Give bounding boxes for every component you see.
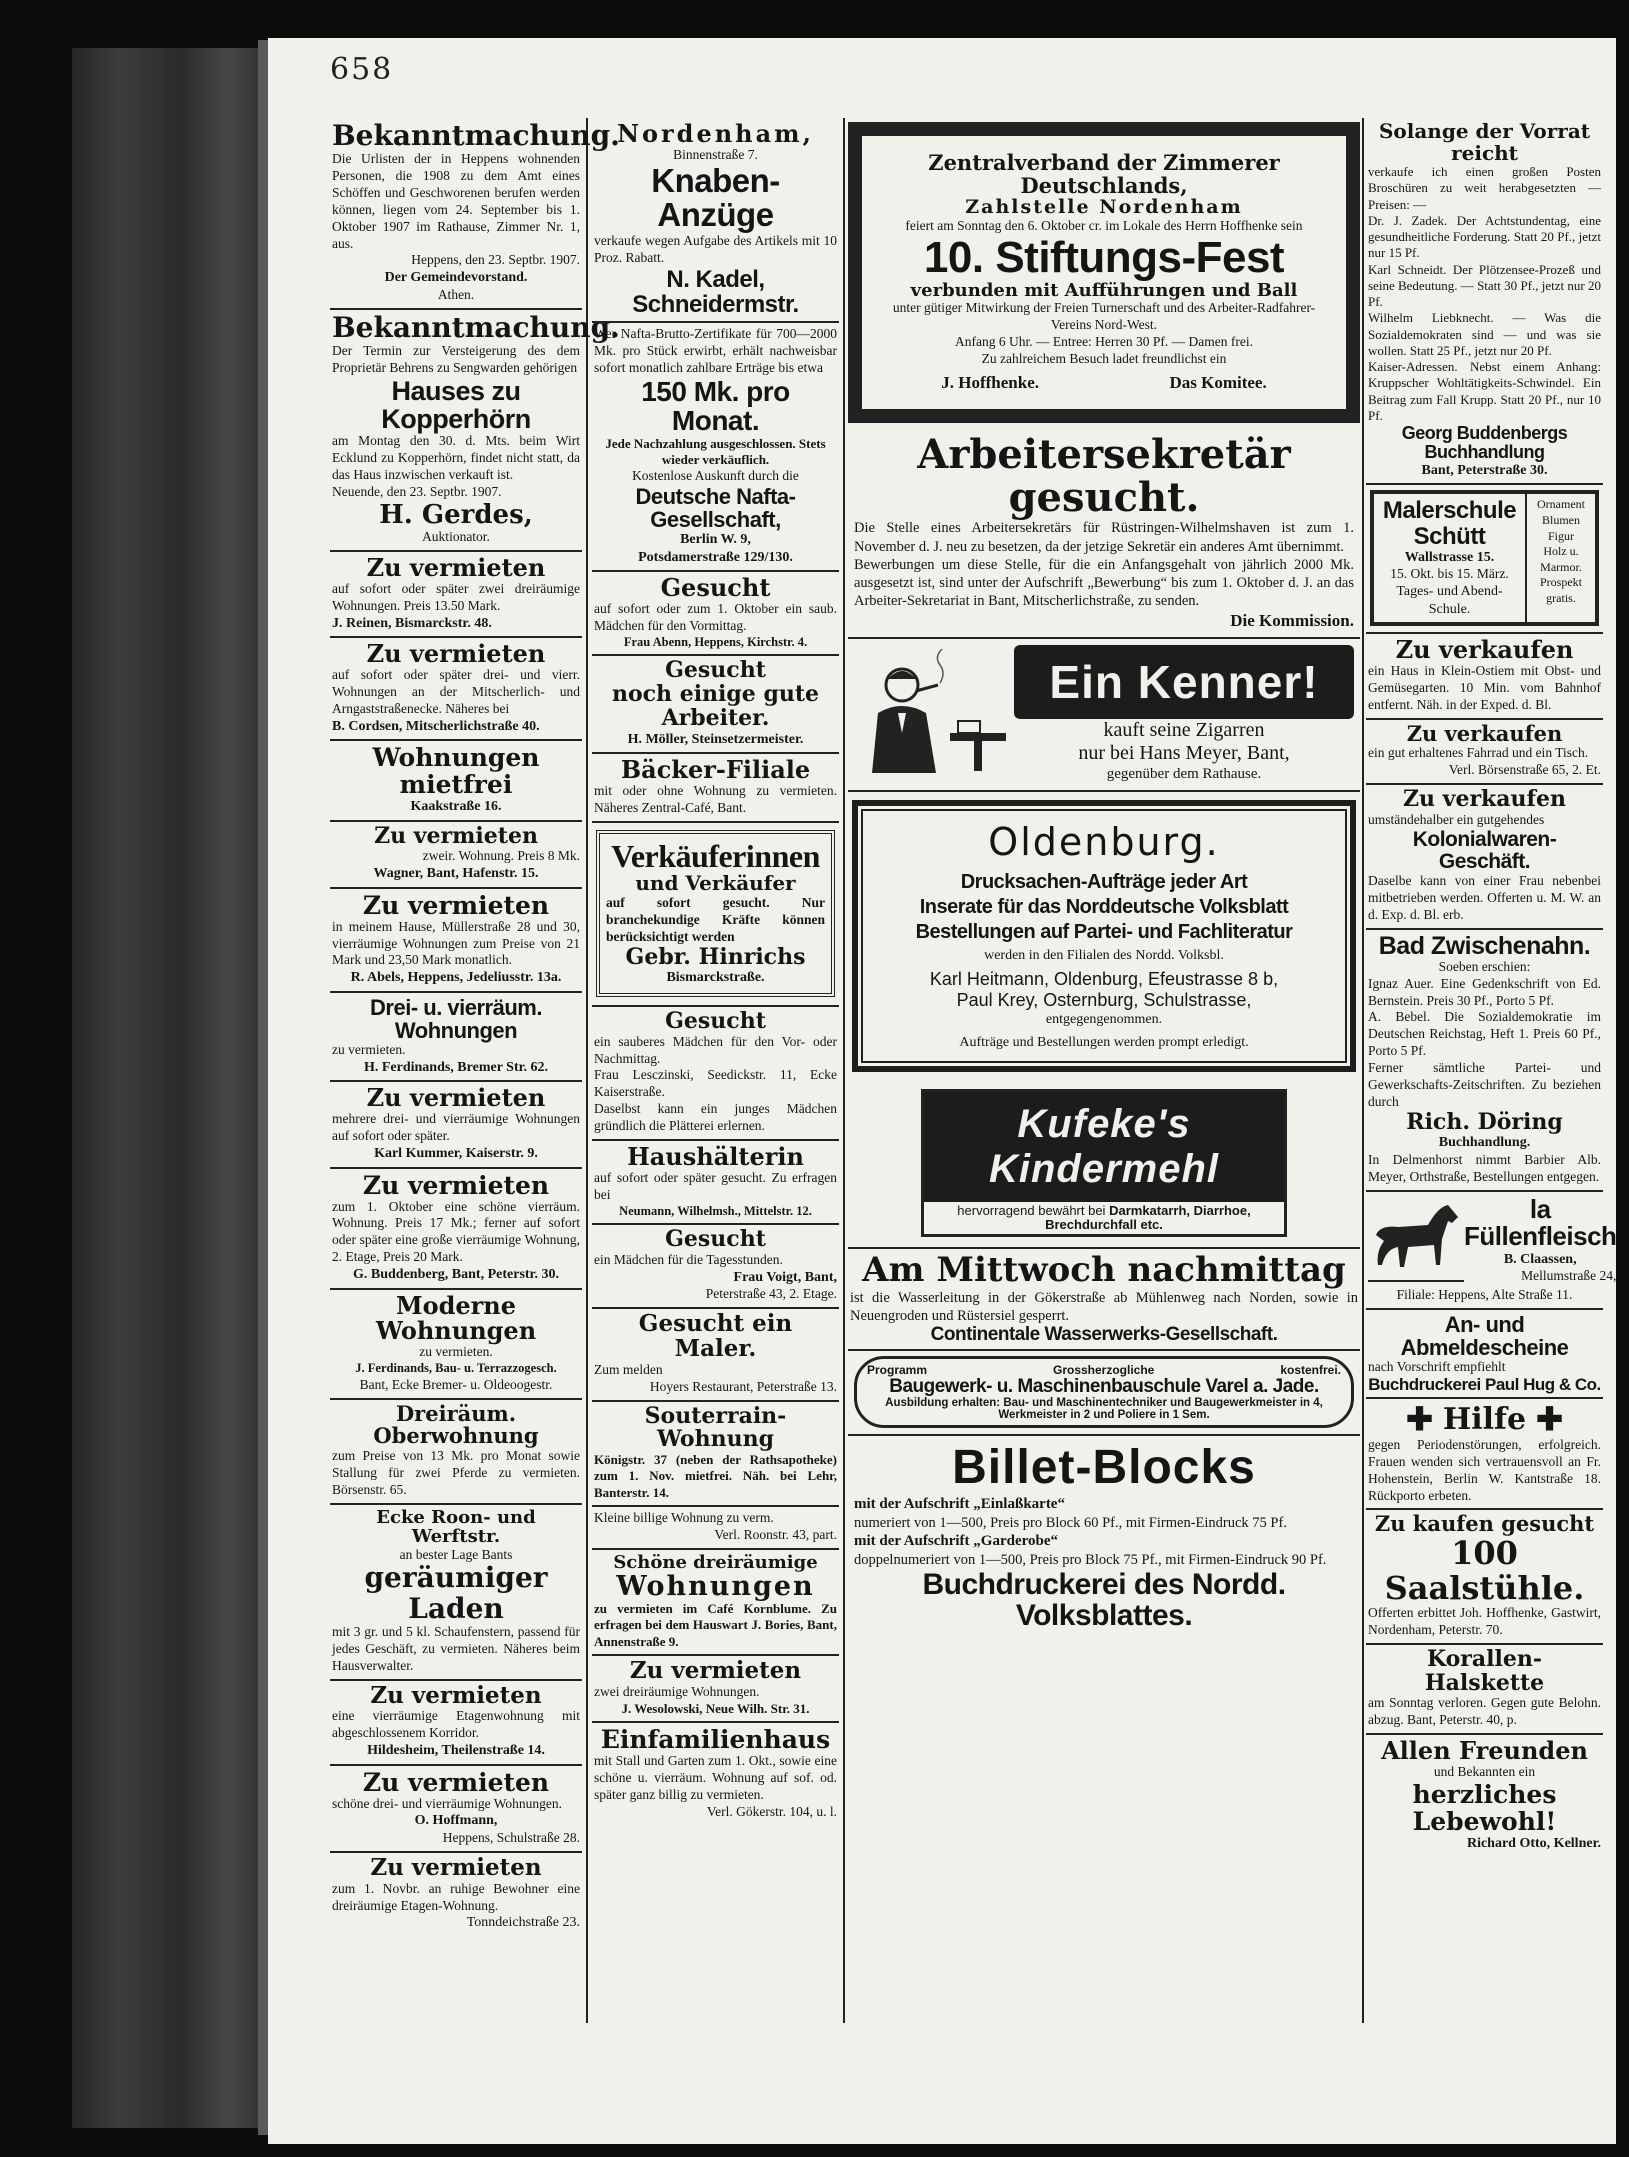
column-rule [1362, 118, 1364, 2023]
ad-einfamilienhaus: Einfamilienhaus mit Stall und Garten zum 1. Okt., sowie eine schöne u. vierräum. Wohnung auf sof. od. später ganz billig zu vermieten. Verl. Gökerstr. 104, u. l. [594, 1724, 837, 1819]
ad-arbeitersekretaer: Arbeitersekretär gesucht. Die Stelle eines Arbeitersekretärs für Rüstringen-Wilhelmshaven ist zum 1. November d. J. neu zu besetzen, da der jetzige Sekretär ein anderes Amt übernimmt. Bewerbungen um diese Stelle, für die ein Anfangsgehalt von jährlich 2000 Mk. ausgesetzt ist, sind unter der Aufschrift „Bewerbung“ bis zum 1. Oktober d. J. an das Arbeiter-Sekretariat in Bant, Mitscherlichstraße, zu senden. Die Kommission. [848, 427, 1360, 639]
ad-zu-vermieten: Zu vermieten in meinem Hause, Müllerstraße 28 und 30, vierräumige Wohnungen zum Preise von 21 Mark und 23,50 Mark monatlich. R. Abels, Heppens, Jedeliusstr. 13a. [330, 889, 582, 993]
ad-baecker-filiale: Bäcker-Filiale mit oder ohne Wohnung zu vermieten. Näheres Zentral-Café, Bant. [592, 754, 839, 823]
column-rule [586, 118, 588, 2023]
ad-drei-vierraeum: Drei- u. vierräum. Wohnungen zu vermieten. H. Ferdinands, Bremer Str. 62. [330, 993, 582, 1083]
ad-zu-vermieten: Zu vermieten zweir. Wohnung. Preis 8 Mk. Wagner, Bant, Hafenstr. 15. [330, 822, 582, 889]
ad-verkaeuferinnen: Verkäuferinnen und Verkäufer auf sofort gesucht. Nur branchekundige Kräfte können berücksichtigt werden Gebr. Hinrichs Bismarckstraße. [592, 823, 839, 1007]
ad-wohnungen-mietfrei: Wohnungen mietfrei Kaakstraße 16. [330, 741, 582, 822]
ad-kufeke: Kufeke's Kindermehl hervorragend bewährt bei Darmkatarrh, Diarrhoe, Brechdurchfall etc. [848, 1080, 1360, 1250]
ad-zu-verkaufen: Zu verkaufen ein gut erhaltenes Fahrrad und ein Tisch. Verl. Börsenstraße 65, 2. Et. [1366, 720, 1603, 785]
ad-nafta: Wer Nafta-Brutto-Zertifikate für 700—2000 Mk. pro Stück erwirbt, erhält nachweisbar sofort monatlich zahlbare Erträge bis etwa 150 Mk. pro Monat. Jede Nachzahlung ausgeschlossen. Stets wieder verkäuflich. Kostenlose Auskunft durch die Deutsche Nafta-Gesellschaft, Berlin W. 9, Potsdamerstraße 129/130. [592, 323, 839, 572]
ad-varel: Programm Grossherzogliche kostenfrei. Baugewerk- u. Maschinenbauschule Varel a. Jade. Ausbildung erhalten: Bau- und Maschinentechniker und Baugewerkmeister in 4, Werkmeister in 2 und Poliere in 1 Sem. [848, 1351, 1360, 1436]
ad-zu-vermieten: Zu vermieten zwei dreiräumige Wohnungen. J. Wesolowski, Neue Wilh. Str. 31. [592, 1656, 839, 1723]
ad-zu-verkaufen: Zu verkaufen ein Haus in Klein-Ostiem mit Obst- und Gemüsegarten. 10 Min. vom Bahnhof entfernt. Näh. in der Exped. d. Bl. [1366, 634, 1603, 720]
column-1 [330, 118, 620, 1936]
ad-gesucht: Gesucht ein sauberes Mädchen für den Vor- oder Nachmittag. Frau Lesczinski, Seedickstr. 11, Ecke Kaiserstraße. Daselbst kann ein junges Mädchen gründlich die Plätterei erlernen. [592, 1007, 839, 1141]
ad-broschueren: Solange der Vorrat reicht verkaufe ich einen großen Posten Broschüren zu weit herabgesetzten — Preisen: — Dr. J. Zadek. Der Achtstundentag, eine gesundheitliche Forderung. Statt 20 Pf., jetzt nur 15 Pf. Karl Schneidt. Der Plötzensee-Prozeß und seine Bedeutung. — Statt 30 Pf., jetzt nur 20 Pf. Wilhelm Liebknecht. — Was die Sozialdemokraten sind — und was sie wollen. Statt 25 Pf., jetzt nur 20 Pf. Kaiser-Adressen. Nebst einem Anhang: Kruppscher Wohltätigkeits-Schwindel. Ein Beitrag zum Fall Krupp. Statt 20 Pf., nur 10 Pf. Georg Buddenbergs Buchhandlung Bant, Peterstraße 30. [1366, 118, 1603, 485]
column-2 [592, 118, 839, 1824]
ad-oberwohnung: Dreiräum. Oberwohnung zum Preise von 13 Mk. pro Monat sowie Stallung für zwei Pferde zu vermieten. Börsenstr. 65. [330, 1400, 582, 1505]
ad-souterrain: Souterrain-Wohnung Königstr. 37 (neben der Rathsapotheke) zum 1. Nov. mietfrei. Näh. bei Lehr, Banterstr. 14. [592, 1402, 839, 1507]
horse-icon [1368, 1195, 1464, 1287]
ad-haushaelterin: Haushälterin auf sofort oder später gesucht. Zu erfragen bei Neumann, Wilhelmsh., Mittelstr. 12. [592, 1141, 839, 1225]
smoking-man-illustration [854, 655, 1014, 775]
ad-moderne-wohnungen: Moderne Wohnungen zu vermieten. J. Ferdinands, Bau- u. Terrazzogesch. Bant, Ecke Bremer- u. Oldeoogestr. [330, 1290, 582, 1400]
ad-halskette: Korallen-Halskette am Sonntag verloren. Gegen gute Belohn. abzug. Bant, Peterstr. 40, p. [1366, 1645, 1603, 1735]
ad-kleine-wohnung: Kleine billige Wohnung zu verm. Verl. Roonstr. 43, part. [592, 1507, 839, 1550]
ad-zu-vermieten: Zu vermieten schöne drei- und vierräumige Wohnungen. O. Hoffmann, Heppens, Schulstraße 28. [330, 1766, 582, 1853]
ad-laden: Ecke Roon- und Werftstr. an bester Lage Bants geräumiger Laden mit 3 gr. und 5 kl. Schaufenstern, passend für jedes Geschäft, zu vermieten. Näheres beim Hausverwalter. [330, 1505, 582, 1681]
ad-urlisten: Bekanntmachung. Die Urlisten der in Heppens wohnenden Personen, die 1908 zu dem Amt eines Schöffen und Geschworenen berufen werden können, liegen vom 24. September bis 1. Oktober 1907 im Rathause, Zimmer Nr. 1, aus. Heppens, den 23. Septbr. 1907. Der Gemeindevorstand. Athen. [330, 118, 582, 310]
ad-zu-vermieten: Zu vermieten auf sofort oder später drei- und vierr. Wohnungen an der Mitscherlich- und Arngaststraßenecke. Näheres bei B. Cordsen, Mitscherlichstraße 40. [330, 638, 582, 741]
cross-icon: ✚ [1406, 1400, 1433, 1439]
ad-zu-vermieten: Zu vermieten mehrere drei- und vierräumige Wohnungen auf sofort oder später. Karl Kummer, Kaiserstr. 9. [330, 1082, 582, 1168]
ad-maler: Gesucht ein Maler. Zum melden Hoyers Restaurant, Peterstraße 13. [592, 1309, 839, 1401]
ad-dreiraeumige-wohnungen: Schöne dreiräumige Wohnungen zu vermieten im Café Kornblume. Zu erfragen bei dem Hauswart J. Bories, Bant, Annenstraße 9. [592, 1550, 839, 1656]
ad-zu-vermieten: Zu vermieten zum 1. Oktober eine schöne vierräum. Wohnung. Preis 17 Mk.; ferner auf sofort oder später eine große vierräumige Wohnung, 2. Etage, Preis 20 Mark. G. Buddenberg, Bant, Peterstr. 30. [330, 1169, 582, 1290]
page-number: 658 [330, 52, 394, 87]
ad-saalstuehle: Zu kaufen gesucht 100 Saalstühle. Offerten erbittet Joh. Hoffhenke, Gastwirt, Nordenham, Peterstr. 70. [1366, 1510, 1603, 1645]
ad-meldescheine: An- und Abmeldescheine nach Vorschrift empfiehlt Buchdruckerei Paul Hug & Co. [1366, 1310, 1603, 1400]
ad-knaben-anzuege: Nordenham, Binnenstraße 7. Knaben-Anzüge verkaufe wegen Aufgabe des Artikels mit 10 Proz. Rabatt. N. Kadel, Schneidermstr. [592, 118, 839, 323]
ad-billet-blocks: Billet-Blocks mit der Aufschrift „Einlaßkarte“ numeriert von 1—500, Preis pro Block 60 Pf., mit Firmen-Eindruck 75 Pf. mit der Aufschrift „Garderobe“ doppelnumeriert von 1—500, Preis pro Block 75 Pf., mit Firmen-Eindruck 90 Pf. Buchdruckerei des Nordd. Volksblattes. [854, 1441, 1327, 1633]
ad-hilfe: ✚ Hilfe ✚ gegen Periodenstörungen, erfolgreich. Frauen wenden sich vertrauensvoll an Fr. Hohenstein, Berlin W. Kantstraße 18. Rückporto erbeten. [1366, 1399, 1603, 1510]
ad-stiftungsfest: Zentralverband der Zimmerer Deutschlands, Zahlstelle Nordenham feiert am Sonntag den 6. Oktober cr. im Lokale des Herrn Hoffhenke sein 10. Stiftungs-Fest verbunden mit Aufführungen und Ball unter gütiger Mitwirkung der Freien Turnerschaft und des Arbeiter-Radfahrer-Vereins Nord-West. Anfang 6 Uhr. — Entree: Herren 30 Pf. — Damen frei. Zu zahlreichem Besuch ladet freundlichst ein J. Hoffhenke. Das Komitee. [848, 122, 1360, 423]
ad-versteigerung: Bekanntmachung. Der Termin zur Versteigerung des dem Proprietär Behrens zu Sengwarden gehörigen Hauses zu Kopperhörn am Montag den 30. d. Mts. beim Wirt Ecklund zu Kopperhörn, findet nicht statt, da das Haus inzwischen verkauft ist. Neuende, den 23. Septbr. 1907. H. Gerdes, Auktionator. [330, 310, 582, 552]
ad-lebewohl: Allen Freunden und Bekannten ein herzliches Lebewohl! Richard Otto, Kellner. [1381, 1736, 1601, 1852]
ad-kolonialwaren: Zu verkaufen umständehalber ein gutgehendes Kolonialwaren-Geschäft. Daselbe kann von einer Frau nebenbei mitbetrieben werden. Offerten u. M. W. an d. Exp. d. Bl. erb. [1366, 785, 1603, 929]
ein-kenner-banner: Ein Kenner! [1014, 645, 1354, 719]
column-rule [843, 118, 845, 2023]
column-3 [848, 118, 1360, 1636]
ad-zu-vermieten: Zu vermieten auf sofort oder später zwei dreiräumige Wohnungen. Preis 13.50 Mark. J. Reinen, Bismarckstr. 48. [330, 552, 582, 638]
ad-gesucht: Gesucht auf sofort oder zum 1. Oktober ein saub. Mädchen für den Vormittag. Frau Abenn, Heppens, Kirchstr. 4. [592, 572, 839, 656]
ad-fuellenfleisch: la Füllenfleisch B. Claassen, Mellumstraße 24, Filiale: Heppens, Alte Straße 11. [1366, 1192, 1603, 1310]
ad-gesucht: Gesucht noch einige gute Arbeiter. H. Möller, Steinsetzermeister. [592, 656, 839, 754]
ad-oldenburg: Oldenburg. Drucksachen-Aufträge jeder Art Inserate für das Norddeutsche Volksblatt Bestellungen auf Partei- und Fachliteratur werden in den Filialen des Nordd. Volksbl. Karl Heitmann, Oldenburg, Efeustrasse 8 b, Paul Krey, Osternburg, Schulstrasse, entgegengenommen. Aufträge und Bestellungen werden prompt erledigt. [848, 792, 1360, 1080]
ad-bad-zwischenahn: Bad Zwischenahn. Soeben erschien: Ignaz Auer. Eine Gedenkschrift von Ed. Bernstein. Preis 30 Pf., Porto 5 Pf. A. Bebel. Die Sozialdemokratie im Deutschen Reichstag, Heft 1. Preis 60 Pf., Porto 5 Pf. Ferner sämtliche Partei- und Gewerkschafts-Zeitschriften. Zu beziehen durch Rich. Döring Buchhandlung. In Delmenhorst nimmt Barbier Alb. Meyer, Orthstraße, Bestellungen entgegen. [1366, 930, 1603, 1192]
book-spine [72, 48, 268, 2128]
ad-zu-vermieten: Zu vermieten eine vierräumige Etagenwohnung mit abgeschlossenem Korridor. Hildesheim, Theilenstraße 14. [330, 1681, 582, 1766]
ad-gesucht: Gesucht ein Mädchen für die Tagesstunden. Frau Voigt, Bant, Peterstraße 43, 2. Etage. [592, 1225, 839, 1309]
ad-zu-vermieten: Zu vermieten zum 1. Novbr. an ruhige Bewohner eine dreiräumige Etagen-Wohnung. Tonndeichstraße 23. [332, 1853, 580, 1931]
cross-icon: ✚ [1536, 1400, 1563, 1439]
ad-ein-kenner: Ein Kenner! kauft seine Zigarren nur bei Hans Meyer, Bant, gegenüber dem Rathause. [848, 639, 1360, 792]
ad-malerschule: Malerschule Schütt Wallstrasse 15. 15. Okt. bis 15. März. Tages- und Abend-Schule. Ornament Blumen Figur Holz u. Marmor. Prospekt gratis. [1366, 485, 1603, 634]
column-4 [1366, 118, 1617, 1857]
ad-mittwoch: Am Mittwoch nachmittag ist die Wasserleitung in der Gökerstraße ab Mühlenweg nach Norden, sowie in Neuengroden und Rüstersiel gesperrt. Continentale Wasserwerks-Gesellschaft. [848, 1249, 1360, 1351]
